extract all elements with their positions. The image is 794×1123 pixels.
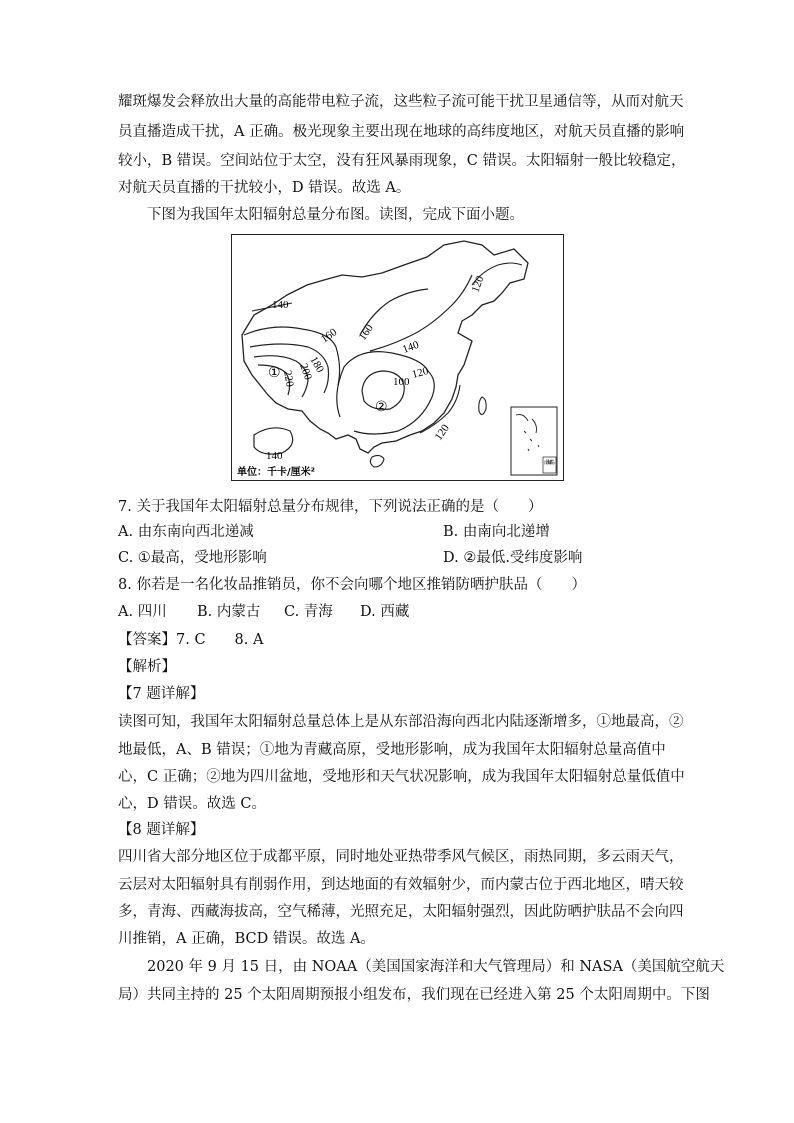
map-svg [232,235,563,480]
answer-line: 【答案】7. C 8. A [118,632,264,648]
q8-detail-line: 云层对太阳辐射具有削弱作用，到达地面的有效辐射少，而内蒙古位于西北地区，晴天较 [118,877,684,893]
next-paragraph-line: 2020 年 9 月 15 日，由 NOAA（美国国家海洋和大气管理局）和 NASA（美国航空航天 [147,959,725,975]
contour-label: 140 [266,450,283,462]
q7-option-c: C. ①最高，受地形影响 [118,550,267,566]
q8-detail-line: 川推销，A 正确，BCD 错误。故选 A。 [118,931,375,947]
contour-140-north [370,275,472,351]
contour-200 [254,356,308,397]
contour-label: 100 [393,376,410,388]
china-outline [242,241,528,453]
q8-option-c: C. 青海 [284,604,333,620]
contour-120-sichuan [337,352,434,434]
inset-label: 南海诸岛 [544,460,555,466]
q7-detail-line: 读图可知，我国年太阳辐射总量总体上是从东部沿海向西北内陆逐渐增多，①地最高，② [118,714,684,730]
contour-label: 180 [307,354,327,375]
q7-option-a: A. 由东南向西北递减 [118,524,254,540]
contour-label: 160 [318,326,340,346]
q8-option-a: A. 四川 [118,604,167,620]
q7-option-d: D. ②最低.受纬度影响 [443,550,583,566]
q7-detail-heading: 【7 题详解】 [118,686,205,702]
q8-detail-line: 四川省大部分地区位于成都平原，同时地处亚热带季风气候区，雨热同期，多云雨天气， [118,849,684,865]
q8-detail-heading: 【8 题详解】 [118,822,205,838]
contour-label: 120 [432,422,452,443]
text-line: 较小，B 错误。空间站位于太空，没有狂风暴雨现象，C 错误。太阳辐射一般比较稳定， [118,153,686,169]
q7-detail-line: 心，D 错误。故选 C。 [118,796,266,812]
text-line: 员直播造成干扰，A 正确。极光现象主要出现在地球的高纬度地区，对航天员直播的影响 [118,124,685,140]
q8-detail-line: 多，青海、西藏海拔高，空气稀薄，光照充足，太阳辐射强烈，因此防晒护肤品不会向四 [118,904,684,920]
contour-label: 200 [297,361,315,382]
next-paragraph-line: 局）共同主持的 25 个太阳周期预报小组发布，我们现在已经进入第 25 个太阳周期中。下图 [118,987,710,1003]
contour-label: 220 [281,369,296,388]
q7-option-b: B. 由南向北递增 [443,524,550,540]
solar-radiation-map [231,234,564,481]
q7-detail-line: 地最低，A、B 错误；①地为青藏高原，受地形影响，成为我国年太阳辐射总量高值中 [118,742,666,758]
figure-intro: 下图为我国年太阳辐射总量分布图。读图，完成下面小题。 [147,207,524,223]
q8-option-d: D. 西藏 [360,604,410,620]
text-line: 耀斑爆发会释放出大量的高能带电粒子流，这些粒子流可能干扰卫星通信等，从而对航天 [118,94,684,110]
taiwan-island [479,397,486,415]
q8-stem: 8. 你若是一名化妆品推销员，你不会向哪个地区推销防晒护肤品（ ） [118,577,586,593]
q7-detail-line: 心，C 正确；②地为四川盆地，受地形和天气状况影响，成为我国年太阳辐射总量低值中 [118,769,685,785]
hainan-island [370,455,384,467]
contour-label: 140 [400,338,421,356]
q7-stem: 7. 关于我国年太阳辐射总量分布规律，下列说法正确的是（ ） [118,499,543,515]
q8-option-b: B. 内蒙古 [197,604,261,620]
map-unit: 单位：千卡/厘米² [237,467,316,478]
contour-label: 160 [356,322,376,343]
region-2-marker: ② [375,399,388,415]
region-1-marker: ① [268,365,281,381]
contour-label: 120 [469,274,487,295]
contour-label: 140 [272,299,289,311]
analysis-heading: 【解析】 [118,659,176,675]
contour-label: 120 [410,365,430,381]
text-line: 对航天员直播的干扰较小，D 错误。故选 A。 [118,180,411,196]
